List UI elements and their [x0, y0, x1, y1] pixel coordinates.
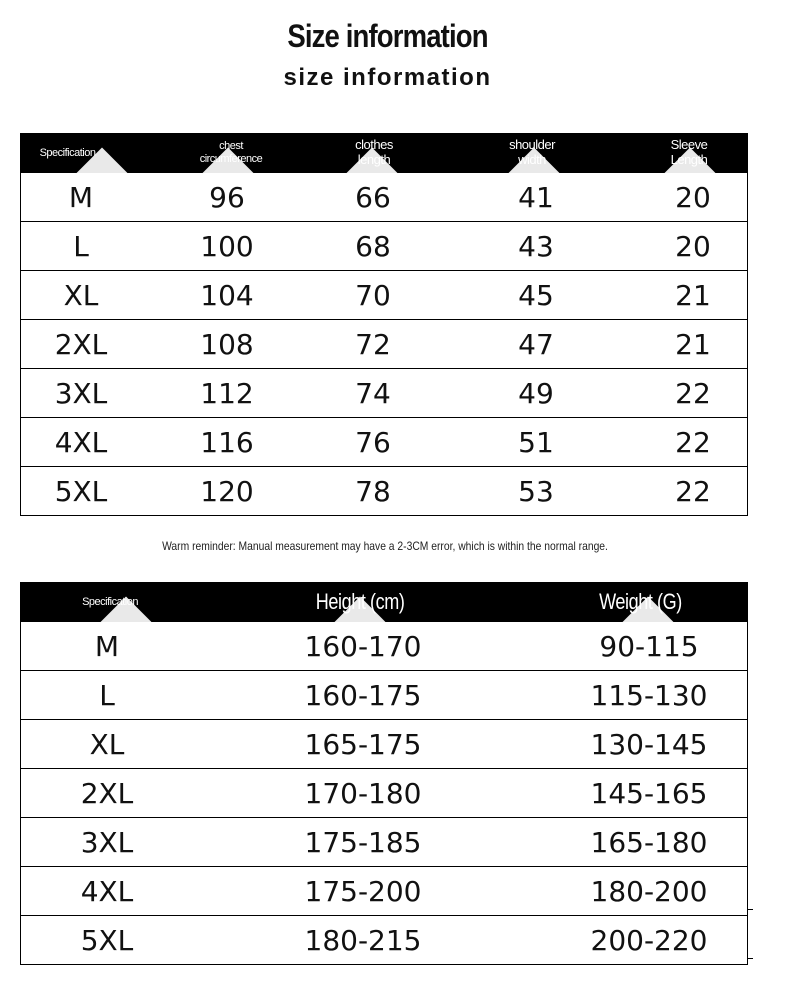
table-row [20, 173, 748, 222]
table-row [20, 271, 748, 320]
chest-cell: 112 [200, 376, 254, 410]
size-cell: M [68, 180, 94, 214]
column-header-height: Height (cm) [315, 589, 405, 615]
weight-cell: 90-115 [599, 629, 699, 663]
height-cell: 175-185 [304, 825, 422, 859]
column-header-shoulder-width: shoulder width [509, 137, 555, 167]
column-header-weight: Weight (G) [598, 589, 682, 615]
chest-cell: 104 [200, 278, 254, 312]
size-cell: XL [89, 727, 125, 761]
shoulder-width-cell: 49 [518, 376, 554, 410]
chest-cell: 120 [200, 474, 254, 508]
fit-table-header [20, 582, 748, 622]
table-row [20, 720, 748, 769]
clothes-length-cell: 74 [355, 376, 391, 410]
shoulder-width-cell: 43 [518, 229, 554, 263]
clothes-length-cell: 76 [355, 425, 391, 459]
table-row [20, 369, 748, 418]
weight-cell: 200-220 [590, 923, 708, 957]
sleeve-length-cell: 20 [675, 180, 711, 214]
table-row [20, 867, 748, 916]
weight-cell: 145-165 [590, 776, 708, 810]
size-cell: 3XL [54, 376, 108, 410]
page-title: Size information [287, 18, 488, 54]
height-cell: 160-170 [304, 629, 422, 663]
size-cell: XL [63, 278, 99, 312]
chest-cell: 108 [200, 327, 254, 361]
weight-cell: 165-180 [590, 825, 708, 859]
sleeve-length-cell: 22 [675, 425, 711, 459]
weight-cell: 180-200 [590, 874, 708, 908]
table-row [20, 467, 748, 516]
height-cell: 180-215 [304, 923, 422, 957]
page-subtitle: size information [283, 64, 492, 91]
size-cell: 2XL [54, 327, 108, 361]
border-stub [748, 909, 753, 910]
measurement-reminder: Warm reminder: Manual measurement may have a 2-3CM error, which is within the normal range. [162, 539, 608, 553]
sleeve-length-cell: 21 [675, 327, 711, 361]
column-header-specification: Specification [82, 595, 138, 608]
shoulder-width-cell: 47 [518, 327, 554, 361]
column-header-chest: chest circumference [199, 140, 263, 165]
table-row [20, 622, 748, 671]
height-cell: 160-175 [304, 678, 422, 712]
table-row [20, 222, 748, 271]
size-cell: 2XL [80, 776, 134, 810]
size-cell: 4XL [54, 425, 108, 459]
shoulder-width-cell: 53 [518, 474, 554, 508]
column-header-sleeve-length: Sleeve Length [670, 137, 708, 167]
height-cell: 175-200 [304, 874, 422, 908]
table-row [20, 418, 748, 467]
weight-cell: 130-145 [590, 727, 708, 761]
column-header-clothes-length: clothes length [355, 137, 393, 167]
shoulder-width-cell: 51 [518, 425, 554, 459]
height-cell: 170-180 [304, 776, 422, 810]
clothes-length-cell: 78 [355, 474, 391, 508]
size-cell: 5XL [54, 474, 108, 508]
clothes-length-cell: 72 [355, 327, 391, 361]
sleeve-length-cell: 20 [675, 229, 711, 263]
clothes-length-cell: 70 [355, 278, 391, 312]
size-cell: M [94, 629, 120, 663]
chest-cell: 116 [200, 425, 254, 459]
table-row [20, 818, 748, 867]
size-cell: 4XL [80, 874, 134, 908]
sleeve-length-cell: 22 [675, 474, 711, 508]
measurement-table-header [20, 133, 748, 173]
height-cell: 165-175 [304, 727, 422, 761]
weight-cell: 115-130 [590, 678, 708, 712]
table-row [20, 671, 748, 720]
clothes-length-cell: 68 [355, 229, 391, 263]
table-row [20, 769, 748, 818]
shoulder-width-cell: 45 [518, 278, 554, 312]
size-cell: L [73, 229, 89, 263]
size-cell: L [99, 678, 115, 712]
size-cell: 3XL [80, 825, 134, 859]
table-row [20, 916, 748, 965]
sleeve-length-cell: 22 [675, 376, 711, 410]
size-cell: 5XL [80, 923, 134, 957]
table-row [20, 320, 748, 369]
chest-cell: 100 [200, 229, 254, 263]
column-header-specification: Specification [39, 146, 96, 159]
shoulder-width-cell: 41 [518, 180, 554, 214]
chest-cell: 96 [209, 180, 245, 214]
clothes-length-cell: 66 [355, 180, 391, 214]
sleeve-length-cell: 21 [675, 278, 711, 312]
border-stub [748, 958, 753, 959]
